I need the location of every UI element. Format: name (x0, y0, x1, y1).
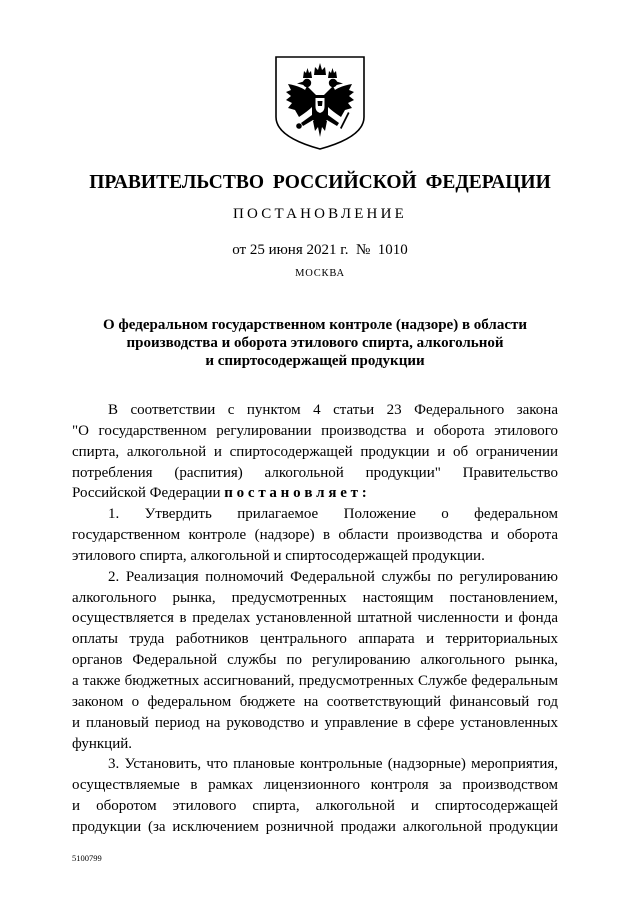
city-name: МОСКВА (295, 268, 345, 279)
body-line: 2. Реализация полномочий Федеральной службы по регулированию (108, 568, 558, 585)
body-line (72, 483, 558, 504)
body-line: государственном контроле (надзоре) в области производства и оборота (72, 527, 558, 544)
body-line: органов Федеральной службы по регулированию алкогольного рынка, (72, 652, 558, 669)
body-line: потребления (распития) алкогольной продукции" Правительство (72, 464, 558, 481)
document-type: ПОСТАНОВЛЕНИЕ (233, 206, 407, 222)
body-line: продукции (за исключением розничной продажи алкогольной продукции (72, 818, 558, 835)
document-body (72, 400, 558, 838)
body-line: 1. Утвердить прилагаемое Положение о федеральном (108, 506, 558, 523)
coat-of-arms-icon (274, 55, 366, 151)
document-subject-heading (72, 316, 558, 370)
number-sign: № (355, 242, 371, 258)
government-title: ПРАВИТЕЛЬСТВО РОССИЙСКОЙ ФЕДЕРАЦИИ (89, 172, 551, 193)
body-line: алкогольного рынка, предусмотренных настоящим постановлением, (72, 589, 558, 606)
body-line: осуществляемые в рамках лицензионного контроля за производством (72, 777, 558, 794)
body-line: В соответствии с пунктом 4 статьи 23 Федерального закона (108, 402, 558, 418)
heading-line: производства и оборота этилового спирта, алкогольной (126, 335, 504, 351)
closing-text: Российской Федерации (72, 485, 221, 502)
body-line: спирта, алкогольной и спиртосодержащей продукции и об ограничении (72, 443, 558, 460)
body-line: этилового спирта, алкогольной и спиртосодержащей продукции. (72, 547, 485, 564)
body-line: осуществляется в пределах установленной штатной численности и фонда (72, 610, 558, 627)
heading-line: и спиртосодержащей продукции (205, 353, 425, 369)
document-number: 1010 (377, 242, 408, 258)
date-number-line (0, 240, 640, 260)
body-line: оплаты труда работников центрального аппарата и территориальных (72, 631, 558, 648)
body-line: "О государственном регулировании производства и оборота этилового (72, 422, 558, 439)
decision-word: п о с т а н о в л я е т : (224, 485, 367, 502)
footer-document-code: 5100799 (72, 853, 102, 863)
body-line: законом о федеральном бюджете на соответствующий финансовый год (72, 693, 558, 710)
body-line: 3. Установить, что плановые контрольные (надзорные) мероприятия, (108, 756, 558, 773)
body-line: а также бюджетных ассигнований, предусмотренных Службе федеральным (72, 672, 558, 689)
body-line: и плановый период на руководство и управление в сфере установленных (72, 714, 558, 731)
document-date: от 25 июня 2021 г. (232, 242, 349, 258)
body-line: функций. (72, 735, 132, 752)
heading-line: О федеральном государственном контроле (надзоре) в области (102, 317, 528, 333)
body-line: и оборотом этилового спирта, алкогольной и спиртосодержащей (72, 798, 558, 815)
